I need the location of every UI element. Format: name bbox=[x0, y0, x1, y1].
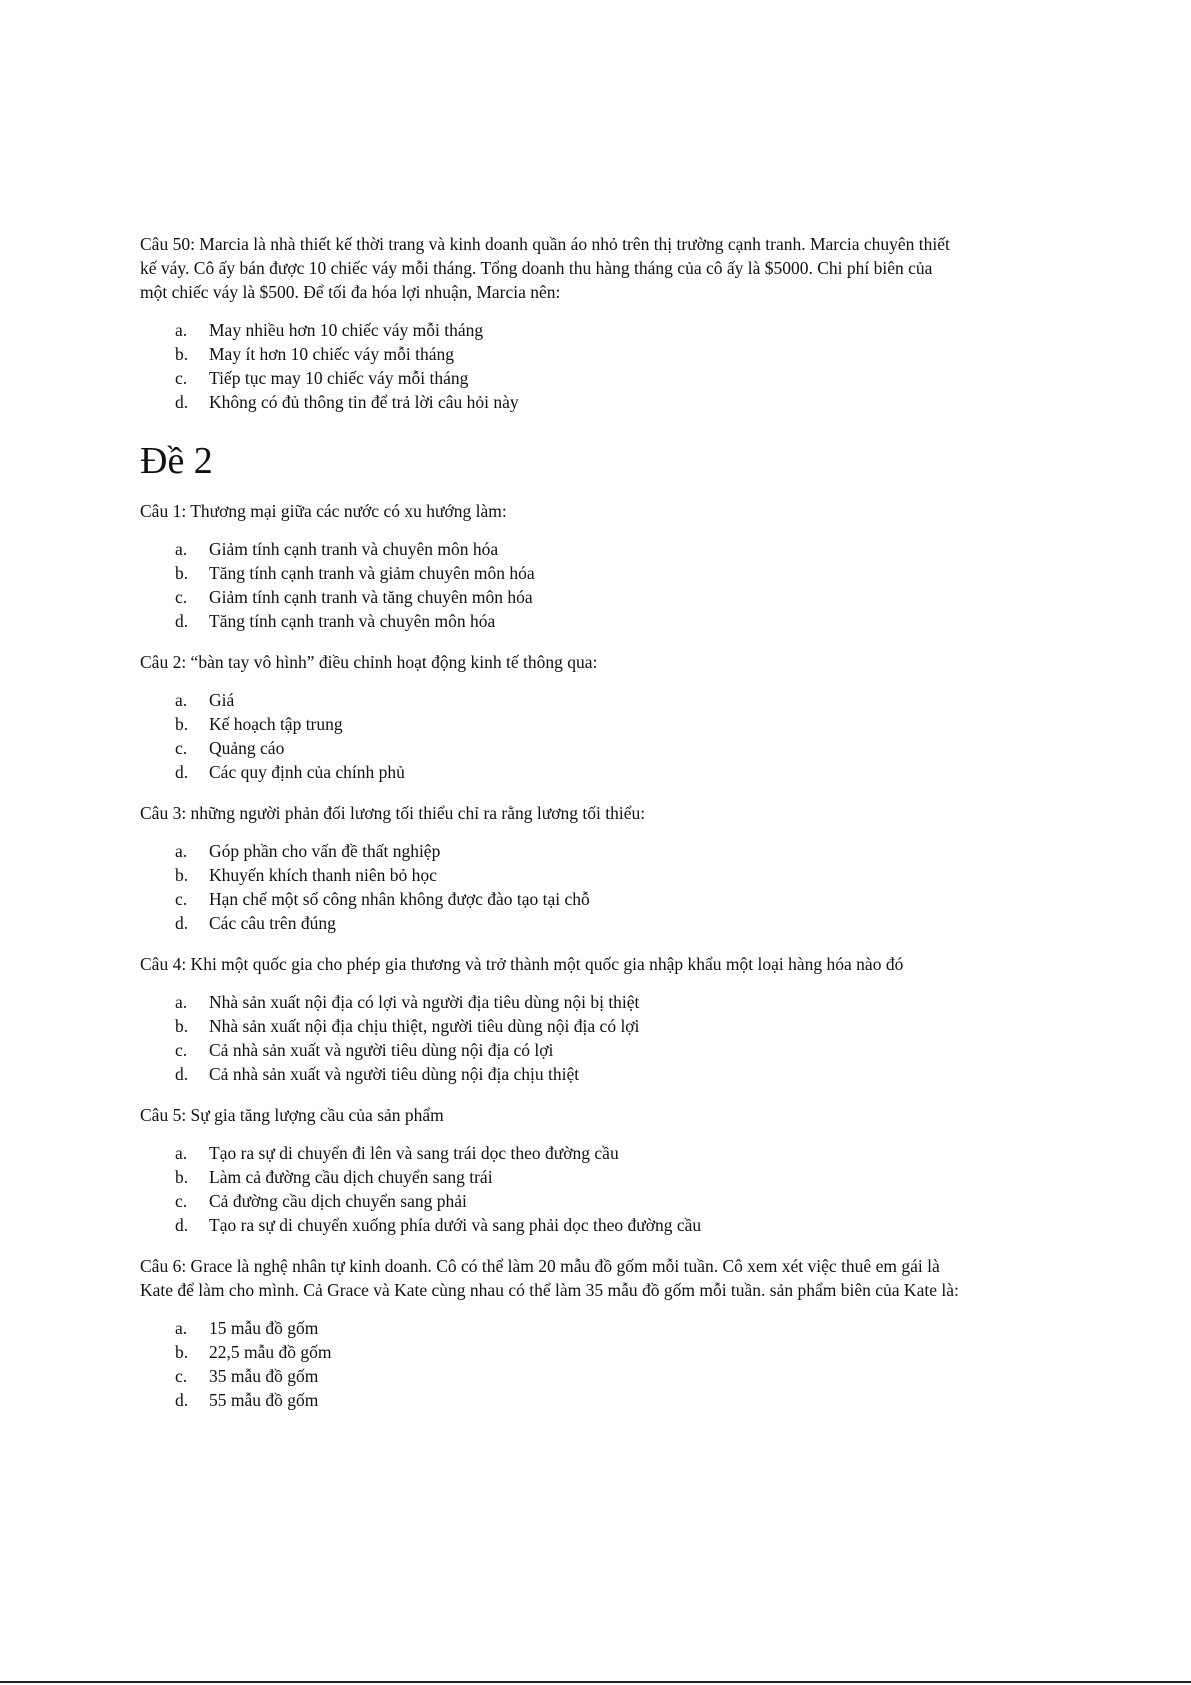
option-text: Các câu trên đúng bbox=[209, 913, 336, 933]
page-bottom-rule bbox=[0, 1681, 1191, 1683]
option-letter: a. bbox=[175, 1143, 188, 1163]
option-text: Cả nhà sản xuất và người tiêu dùng nội địa có lợi bbox=[209, 1040, 554, 1060]
option-letter: a. bbox=[175, 1318, 188, 1338]
option-letter: a. bbox=[175, 992, 188, 1012]
option-text: Khuyến khích thanh niên bỏ học bbox=[209, 865, 437, 885]
option-letter: d. bbox=[175, 611, 189, 631]
answer-option bbox=[140, 1062, 960, 1086]
option-text: Không có đủ thông tin để trả lời câu hỏi này bbox=[209, 392, 519, 412]
answer-options bbox=[140, 839, 960, 935]
option-text: Tăng tính cạnh tranh và chuyên môn hóa bbox=[209, 611, 496, 631]
option-text: 22,5 mẫu đồ gốm bbox=[209, 1342, 332, 1362]
answer-option bbox=[140, 1364, 960, 1388]
option-letter: c. bbox=[175, 368, 188, 388]
answer-option bbox=[140, 609, 960, 633]
question-text: Câu 2: “bàn tay vô hình” điều chỉnh hoạt động kinh tế thông qua: bbox=[140, 652, 598, 672]
answer-option bbox=[140, 1388, 960, 1412]
section-heading: Đề 2 bbox=[140, 440, 213, 482]
option-text: 35 mẫu đồ gốm bbox=[209, 1366, 319, 1386]
option-text: Các quy định của chính phủ bbox=[209, 762, 405, 782]
answer-option bbox=[140, 911, 960, 935]
answer-option bbox=[140, 736, 960, 760]
answer-option bbox=[140, 863, 960, 887]
answer-options bbox=[140, 318, 960, 414]
option-text: 55 mẫu đồ gốm bbox=[209, 1390, 319, 1410]
option-text: Góp phần cho vấn đề thất nghiệp bbox=[209, 841, 441, 861]
option-letter: a. bbox=[175, 539, 188, 559]
option-text: 15 mẫu đồ gốm bbox=[209, 1318, 319, 1338]
option-text: Làm cả đường cầu dịch chuyển sang trái bbox=[209, 1167, 493, 1187]
question-text: Câu 5: Sự gia tăng lượng cầu của sản phẩm bbox=[140, 1105, 444, 1125]
option-letter: b. bbox=[175, 344, 189, 364]
option-letter: c. bbox=[175, 1040, 188, 1060]
option-text: May ít hơn 10 chiếc váy mỗi tháng bbox=[209, 344, 454, 364]
answer-option bbox=[140, 1189, 960, 1213]
option-letter: d. bbox=[175, 1215, 189, 1235]
question-text: Câu 4: Khi một quốc gia cho phép gia thương và trở thành một quốc gia nhập khẩu một loại hàng hóa nào đó bbox=[140, 954, 904, 974]
option-letter: c. bbox=[175, 1191, 188, 1211]
option-letter: b. bbox=[175, 563, 189, 583]
answer-option bbox=[140, 585, 960, 609]
option-text: May nhiều hơn 10 chiếc váy mỗi tháng bbox=[209, 320, 484, 340]
option-text: Cả đường cầu dịch chuyển sang phải bbox=[209, 1191, 467, 1211]
option-text: Giảm tính cạnh tranh và tăng chuyên môn hóa bbox=[209, 587, 533, 607]
option-text: Cả nhà sản xuất và người tiêu dùng nội địa chịu thiệt bbox=[209, 1064, 580, 1084]
answer-option bbox=[140, 1213, 960, 1237]
option-text: Tạo ra sự di chuyển xuống phía dưới và sang phải dọc theo đường cầu bbox=[209, 1215, 702, 1235]
option-text: Hạn chế một số công nhân không được đào tạo tại chỗ bbox=[209, 889, 590, 909]
question-text: Câu 3: những người phản đối lương tối thiểu chỉ ra rằng lương tối thiểu: bbox=[140, 803, 646, 823]
answer-options bbox=[140, 1141, 960, 1237]
document-content bbox=[140, 232, 960, 1429]
option-letter: a. bbox=[175, 690, 188, 710]
answer-option bbox=[140, 887, 960, 911]
answer-option bbox=[140, 390, 960, 414]
option-letter: b. bbox=[175, 1016, 189, 1036]
question-text: Câu 1: Thương mại giữa các nước có xu hướng làm: bbox=[140, 501, 507, 521]
option-letter: d. bbox=[175, 392, 189, 412]
option-letter: b. bbox=[175, 1342, 189, 1362]
option-text: Tiếp tục may 10 chiếc váy mỗi tháng bbox=[209, 368, 469, 388]
option-letter: d. bbox=[175, 1390, 189, 1410]
answer-options bbox=[140, 688, 960, 784]
answer-option bbox=[140, 760, 960, 784]
option-text: Tăng tính cạnh tranh và giảm chuyên môn hóa bbox=[209, 563, 535, 583]
question-text: Câu 6: Grace là nghệ nhân tự kinh doanh. Cô có thể làm 20 mẫu đồ gốm mỗi tuần. Cô xem xét việc thuê em gái là Kate để làm cho mình. Cả Grace và Kate cùng nhau có thể làm 35 mẫu đồ gốm mỗi tuần. sản phẩm biên của Kate là: bbox=[140, 1256, 959, 1300]
option-text: Giảm tính cạnh tranh và chuyên môn hóa bbox=[209, 539, 499, 559]
option-letter: d. bbox=[175, 762, 189, 782]
answer-option bbox=[140, 1014, 960, 1038]
option-text: Nhà sản xuất nội địa chịu thiệt, người tiêu dùng nội địa có lợi bbox=[209, 1016, 640, 1036]
answer-option bbox=[140, 318, 960, 342]
option-letter: a. bbox=[175, 841, 188, 861]
option-letter: c. bbox=[175, 587, 188, 607]
answer-option bbox=[140, 712, 960, 736]
answer-options bbox=[140, 990, 960, 1086]
answer-option bbox=[140, 839, 960, 863]
option-letter: c. bbox=[175, 738, 188, 758]
answer-option bbox=[140, 1340, 960, 1364]
answer-options bbox=[140, 537, 960, 633]
option-letter: b. bbox=[175, 1167, 189, 1187]
answer-option bbox=[140, 342, 960, 366]
answer-option bbox=[140, 537, 960, 561]
answer-option bbox=[140, 990, 960, 1014]
option-text: Nhà sản xuất nội địa có lợi và người địa tiêu dùng nội bị thiệt bbox=[209, 992, 640, 1012]
option-text: Kế hoạch tập trung bbox=[209, 714, 343, 734]
option-letter: d. bbox=[175, 913, 189, 933]
option-letter: c. bbox=[175, 1366, 188, 1386]
option-letter: b. bbox=[175, 865, 189, 885]
option-letter: a. bbox=[175, 320, 188, 340]
answer-options bbox=[140, 1316, 960, 1412]
answer-option bbox=[140, 1141, 960, 1165]
answer-option bbox=[140, 1038, 960, 1062]
answer-option bbox=[140, 688, 960, 712]
option-text: Giá bbox=[209, 690, 235, 710]
option-letter: d. bbox=[175, 1064, 189, 1084]
answer-option bbox=[140, 366, 960, 390]
option-letter: c. bbox=[175, 889, 188, 909]
option-text: Tạo ra sự di chuyển đi lên và sang trái dọc theo đường cầu bbox=[209, 1143, 619, 1163]
answer-option bbox=[140, 1165, 960, 1189]
answer-option bbox=[140, 561, 960, 585]
option-letter: b. bbox=[175, 714, 189, 734]
answer-option bbox=[140, 1316, 960, 1340]
question-text: Câu 50: Marcia là nhà thiết kế thời trang và kinh doanh quần áo nhỏ trên thị trường cạnh tranh. Marcia chuyên thiết kế váy. Cô ấy bán được 10 chiếc váy mỗi tháng. Tổng doanh thu hàng tháng của cô ấy là $5000. Chi phí biên của một chiếc váy là $500. Để tối đa hóa lợi nhuận, Marcia nên: bbox=[140, 234, 950, 302]
option-text: Quảng cáo bbox=[209, 738, 285, 758]
